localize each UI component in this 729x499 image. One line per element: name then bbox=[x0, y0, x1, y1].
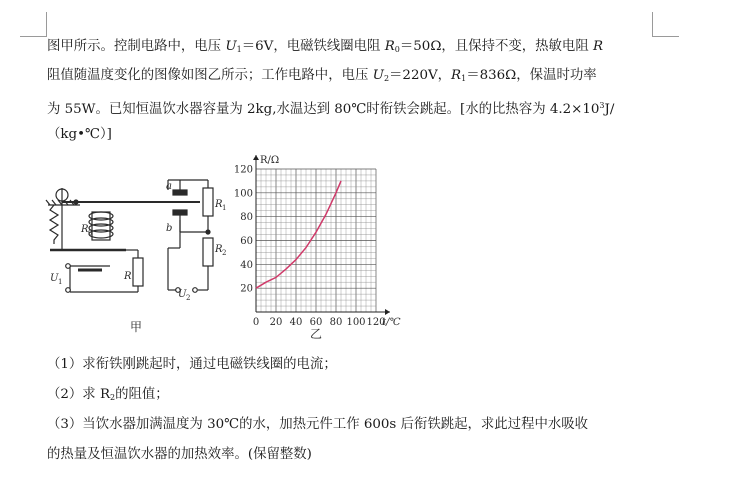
figure-yi-chart bbox=[232, 150, 432, 340]
question-3-line-1: （3）当饮水器加满温度为 30℃的水，加热元件工作 600s 后衔铁跳起，求此过程中水吸收 bbox=[47, 417, 589, 432]
y-axis-arrow bbox=[253, 155, 259, 160]
question-3-line-2: 的热量及恒温饮水器的加热效率。(保留整数) bbox=[47, 447, 312, 462]
spring bbox=[50, 205, 58, 244]
label-u2: U bbox=[178, 289, 187, 300]
contact-b bbox=[173, 210, 187, 215]
paragraph-line-3: 为 55W。已知恒温饮水器容量为 2kg,水温达到 80℃时衔铁会跳起。[水的比热容为 $4.2\times 10^3J/$ bbox=[47, 101, 615, 117]
thermistor-r bbox=[133, 258, 143, 286]
crop-mark-top-left-h bbox=[20, 36, 47, 37]
figure-jia-circuit bbox=[40, 160, 230, 340]
svg-text:1: 1 bbox=[58, 278, 63, 286]
x-tick-label: 120 bbox=[366, 317, 386, 328]
x-tick-label: 60 bbox=[309, 317, 323, 328]
label-r0: R bbox=[81, 224, 89, 235]
paragraph-line-2: 阻值随温度变化的图像如图乙所示；工作电路中，电压 $U_2=220V$，$R_1=836\Omega$，保温时功率 bbox=[47, 68, 597, 83]
paragraph-line-4: （kg•℃）] bbox=[47, 127, 112, 142]
svg-text:0: 0 bbox=[88, 229, 93, 237]
label-u1: U bbox=[50, 273, 59, 284]
crop-mark-top-right-h bbox=[652, 36, 679, 37]
chart-xlabel: t/℃ bbox=[382, 317, 401, 328]
x-tick-label: 20 bbox=[269, 317, 283, 328]
paragraph-line-1: 图甲所示。控制电路中，电压 $U_1=6V$，电磁铁线圈电阻 $R_0=50\Omega$，且保持不变，热敏电阻 R bbox=[47, 39, 604, 54]
y-tick-label: 40 bbox=[240, 259, 253, 271]
chart-ylabel: R/Ω bbox=[260, 155, 280, 166]
question-2: （2）求 $R_2$的阻值； bbox=[47, 387, 169, 402]
label-r1: R bbox=[215, 199, 223, 210]
caption-jia: 甲 bbox=[130, 320, 143, 334]
x-tick-label: 100 bbox=[346, 317, 366, 328]
label-contact-a: a bbox=[166, 181, 172, 192]
y-tick-label: 60 bbox=[240, 236, 253, 247]
label-contact-b: b bbox=[166, 223, 173, 234]
resistor-r1 bbox=[203, 188, 213, 216]
x-tick-label: 0 bbox=[252, 317, 260, 328]
y-tick-label: 80 bbox=[240, 212, 253, 224]
chart-grid bbox=[256, 169, 376, 312]
contact-a bbox=[173, 190, 187, 195]
resistor-r2 bbox=[203, 238, 213, 266]
svg-text:2: 2 bbox=[186, 294, 191, 302]
label-r2: R bbox=[215, 244, 223, 255]
chart-axes bbox=[253, 155, 390, 315]
y-tick-label: 20 bbox=[240, 283, 253, 295]
question-1: （1）求衔铁刚跳起时，通过电磁铁线圈的电流； bbox=[47, 357, 337, 372]
crop-mark-top-left-v bbox=[46, 12, 47, 36]
x-axis-arrow bbox=[385, 309, 390, 315]
x-tick-label: 80 bbox=[329, 317, 343, 328]
svg-text:2: 2 bbox=[222, 249, 227, 257]
crop-mark-top-right-v bbox=[652, 12, 653, 36]
caption-yi: 乙 bbox=[310, 327, 323, 340]
y-tick-label: 120 bbox=[233, 164, 253, 176]
svg-text:1: 1 bbox=[222, 204, 227, 212]
y-tick-label: 100 bbox=[233, 188, 253, 200]
x-tick-label: 40 bbox=[289, 317, 303, 328]
chart-tick-labels bbox=[234, 165, 386, 329]
label-r: R bbox=[124, 271, 132, 282]
